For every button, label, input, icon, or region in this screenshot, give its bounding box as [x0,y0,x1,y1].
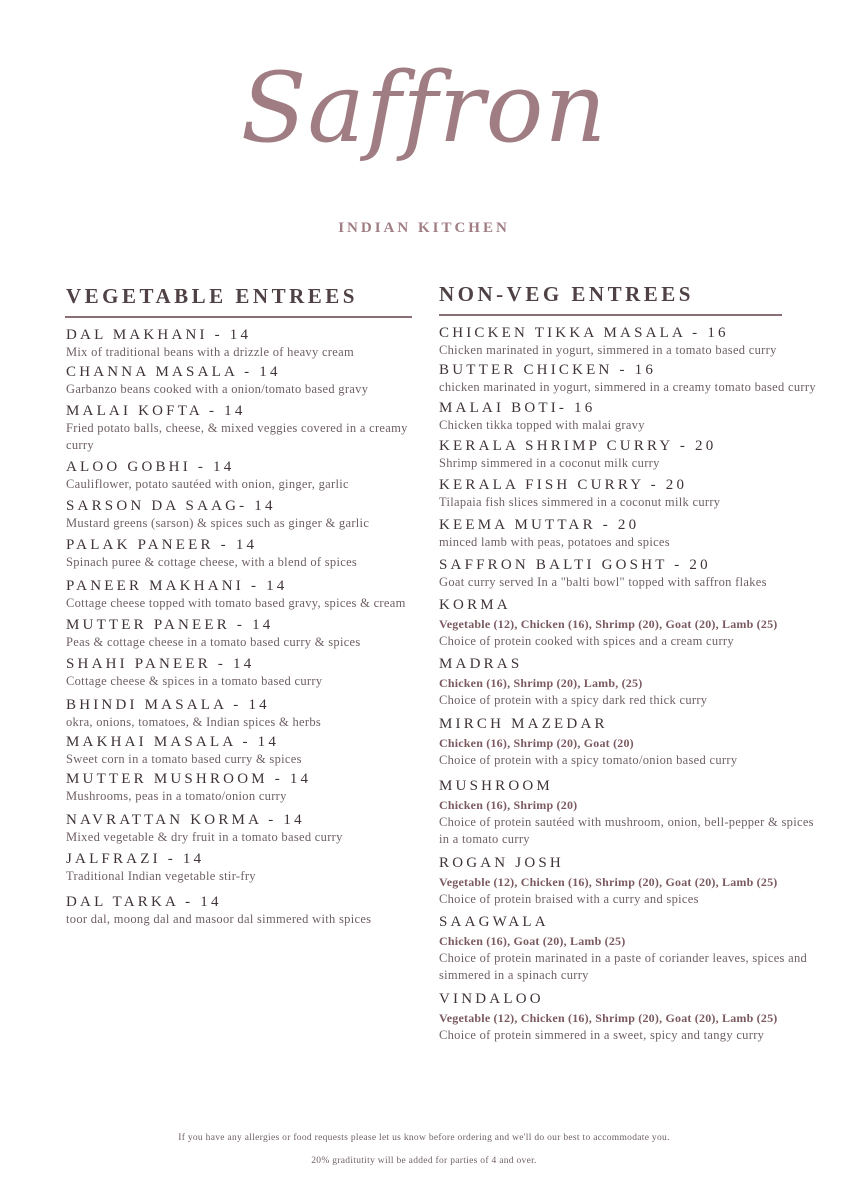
menu-item-description: chicken marinated in yogurt, simmered in a creamy tomato based curry [439,380,816,394]
menu-item [439,913,819,984]
menu-item-description: Garbanzo beans cooked with a onion/tomato based gravy [66,382,369,396]
menu-item-description: Tilapaia fish slices simmered in a coconut milk curry [439,495,721,509]
menu-item [439,777,819,848]
vegetable-section-title: VEGETABLE ENTREES [66,284,358,308]
menu-item-description: Cauliflower, potato sautéed with onion, ginger, garlic [66,477,349,491]
menu-item-name: CHICKEN TIKKA MASALA - 16 [439,325,729,341]
menu-item-name: CHANNA MASALA - 14 [66,364,281,380]
menu-item-options: Vegetable (12), Chicken (16), Shrimp (20), Goat (20), Lamb (25) [439,875,778,889]
menu-item-name: VINDALOO [439,991,544,1007]
menu-item-description: Fried potato balls, cheese, & mixed veggies covered in a creamy curry [66,421,408,452]
nonveg-section [439,280,819,1044]
menu-item [439,476,819,511]
nonveg-divider [439,314,782,316]
menu-item-name: SARSON DA SAAG- 14 [66,498,276,514]
menu-item [439,399,819,434]
menu-item [439,324,819,359]
menu-item-description: Choice of protein with a spicy dark red thick curry [439,693,708,707]
menu-item-description: toor dal, moong dal and masoor dal simmered with spices [66,912,372,926]
menu-item-name: KORMA [439,597,511,613]
menu-item-name: SHAHI PANEER - 14 [66,656,255,672]
menu-item-name: SAAGWALA [439,914,549,930]
menu-item [66,811,412,846]
menu-item [439,556,819,591]
menu-item [439,596,819,650]
menu-item-name: KEEMA MUTTAR - 20 [439,517,640,533]
menu-item-name: NAVRATTAN KORMA - 14 [66,812,305,828]
brand-logo: Saffron [240,52,608,164]
menu-item [66,458,412,493]
menu-item [66,733,412,768]
menu-item-description: Mix of traditional beans with a drizzle of heavy cream [66,345,354,359]
menu-item [66,402,412,454]
menu-item-description: Mustard greens (sarson) & spices such as ginger & garlic [66,516,370,530]
menu-item [439,715,819,769]
menu-item [439,990,819,1044]
menu-item-name: MAKHAI MASALA - 14 [66,734,280,750]
vegetable-list [66,326,412,928]
menu-item [439,655,819,709]
menu-item-description: Choice of protein with a spicy tomato/onion based curry [439,753,738,767]
menu-item-name: MUTTER PANEER - 14 [66,617,274,633]
menu-item [66,696,412,731]
menu-item [66,363,412,398]
menu-item-name: PANEER MAKHANI - 14 [66,578,288,594]
menu-item [439,516,819,551]
nonveg-section-title: NON-VEG ENTREES [439,282,694,306]
menu-item-name: BHINDI MASALA - 14 [66,697,270,713]
menu-item-name: KERALA SHRIMP CURRY - 20 [439,438,717,454]
menu-item-description: Sweet corn in a tomato based curry & spices [66,752,302,766]
menu-item-description: okra, onions, tomatoes, & Indian spices & herbs [66,715,322,729]
menu-item-description: minced lamb with peas, potatoes and spices [439,535,670,549]
menu-item-name: MUSHROOM [439,778,553,794]
menu-item-name: MADRAS [439,656,523,672]
allergy-note: If you have any allergies or food requests please let us know before ordering and we'll do our best to accommodate you. [178,1133,670,1143]
menu-item-name: MIRCH MAZEDAR [439,716,608,732]
menu-item-options: Chicken (16), Shrimp (20), Goat (20) [439,736,634,750]
menu-item-name: MUTTER MUSHROOM - 14 [66,771,312,787]
menu-item-description: Choice of protein simmered in a sweet, spicy and tangy curry [439,1028,765,1042]
menu-item [66,850,412,885]
menu-item-description: Choice of protein marinated in a paste of coriander leaves, spices and simmered in a spinach curry [439,951,808,982]
menu-item-options: Chicken (16), Shrimp (20) [439,798,578,812]
menu-item-options: Vegetable (12), Chicken (16), Shrimp (20), Goat (20), Lamb (25) [439,1011,778,1025]
vegetable-section [66,280,412,928]
menu-item [439,854,819,908]
menu-item-description: Cottage cheese topped with tomato based gravy, spices & cream [66,596,406,610]
vegetable-divider [65,316,412,318]
menu-item-description: Peas & cottage cheese in a tomato based curry & spices [66,635,361,649]
gratuity-note: 20% graditutity will be added for parties of 4 and over. [311,1156,537,1166]
menu-item [66,536,412,571]
menu-item-name: ROGAN JOSH [439,855,564,871]
menu-item [66,577,412,612]
menu-item [66,616,412,651]
menu-item-description: Cottage cheese & spices in a tomato based curry [66,674,323,688]
menu-item-description: Choice of protein sautéed with mushroom, onion, bell-pepper & spices in a tomato curry [439,815,814,846]
menu-item [439,437,819,472]
brand-tagline: INDIAN KITCHEN [338,220,510,236]
menu-item-name: DAL MAKHANI - 14 [66,327,252,343]
menu-item-name: KERALA FISH CURRY - 20 [439,477,688,493]
menu-item-name: MALAI KOFTA - 14 [66,403,246,419]
menu-item-description: Spinach puree & cottage cheese, with a blend of spices [66,555,358,569]
menu-item-name: BUTTER CHICKEN - 16 [439,362,657,378]
menu-item [66,497,412,532]
menu-item-description: Goat curry served In a "balti bowl" topped with saffron flakes [439,575,767,589]
menu-item-name: SAFFRON BALTI GOSHT - 20 [439,557,711,573]
menu-item-options: Vegetable (12), Chicken (16), Shrimp (20), Goat (20), Lamb (25) [439,617,778,631]
menu-item-options: Chicken (16), Goat (20), Lamb (25) [439,934,626,948]
menu-item-description: Mushrooms, peas in a tomato/onion curry [66,789,287,803]
menu-item-description: Chicken marinated in yogurt, simmered in a tomato based curry [439,343,777,357]
menu-item-name: JALFRAZI - 14 [66,851,205,867]
menu-item-description: Shrimp simmered in a coconut milk curry [439,456,660,470]
menu-item-description: Chicken tikka topped with malai gravy [439,418,645,432]
menu-item-name: DAL TARKA - 14 [66,894,222,910]
menu-item [66,770,412,805]
menu-item-description: Choice of protein cooked with spices and a cream curry [439,634,734,648]
menu-item-options: Chicken (16), Shrimp (20), Lamb, (25) [439,676,643,690]
nonveg-list [439,324,819,1044]
menu-item-name: PALAK PANEER - 14 [66,537,258,553]
menu-item [66,893,412,928]
menu-item-description: Choice of protein braised with a curry and spices [439,892,699,906]
menu-item-description: Traditional Indian vegetable stir-fry [66,869,256,883]
menu-item-name: ALOO GOBHI - 14 [66,459,235,475]
menu-item-name: MALAI BOTI- 16 [439,400,596,416]
menu-item-description: Mixed vegetable & dry fruit in a tomato based curry [66,830,343,844]
menu-item [66,655,412,690]
menu-item [439,361,819,396]
menu-item [66,326,412,361]
